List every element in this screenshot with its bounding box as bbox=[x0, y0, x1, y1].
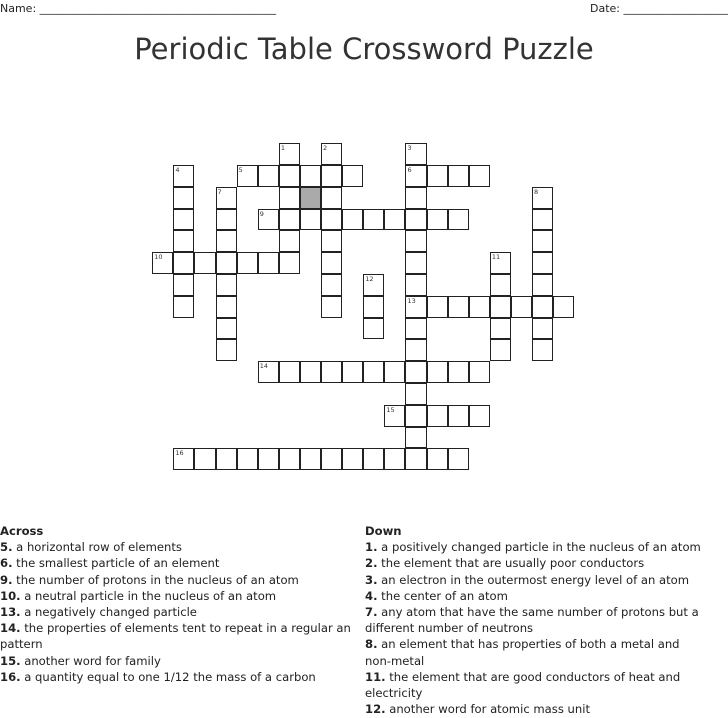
grid-cell[interactable] bbox=[321, 209, 342, 231]
clue-number: 1. bbox=[365, 540, 378, 555]
down-clues bbox=[365, 523, 705, 717]
grid-cell[interactable] bbox=[173, 165, 194, 187]
grid-cell[interactable] bbox=[511, 296, 532, 318]
clue-number: 15. bbox=[0, 653, 21, 668]
grid-cell[interactable] bbox=[342, 165, 363, 187]
grid-cell[interactable] bbox=[405, 187, 426, 209]
cell-number: 7 bbox=[217, 187, 222, 196]
grid-cell[interactable] bbox=[321, 187, 342, 209]
grid-cell[interactable] bbox=[532, 318, 553, 340]
grid-cell[interactable] bbox=[216, 274, 237, 296]
grid-cell[interactable] bbox=[490, 339, 511, 361]
cell-number: 5 bbox=[238, 166, 243, 175]
cell-number: 14 bbox=[259, 362, 269, 371]
grid-cell[interactable] bbox=[279, 187, 300, 209]
grid-cell[interactable] bbox=[279, 230, 300, 252]
across-clue bbox=[0, 604, 355, 620]
date-field[interactable]: Date: ___________________ bbox=[590, 2, 728, 15]
grid-cell[interactable] bbox=[300, 448, 321, 470]
cell-number: 15 bbox=[386, 405, 395, 414]
grid-cell[interactable] bbox=[405, 383, 426, 405]
clue-text: a quantity equal to one 1/12 the mass of a carbon bbox=[24, 669, 316, 684]
clue-text: the number of protons in the nucleus of an atom bbox=[16, 572, 299, 587]
grid-cell[interactable] bbox=[258, 448, 279, 470]
grid-cell[interactable] bbox=[237, 448, 258, 470]
grid-cell[interactable] bbox=[532, 274, 553, 296]
grid-cell[interactable] bbox=[321, 230, 342, 252]
down-clue bbox=[365, 572, 705, 588]
grid-cell[interactable] bbox=[173, 274, 194, 296]
clue-text: a neutral particle in the nucleus of an atom bbox=[24, 588, 277, 603]
grid-cell[interactable] bbox=[469, 361, 490, 383]
grid-cell[interactable] bbox=[321, 448, 342, 470]
clue-text: an electron in the outermost energy level of an atom bbox=[381, 572, 690, 587]
across-clue bbox=[0, 669, 355, 685]
clue-number: 4. bbox=[365, 588, 378, 603]
cell-number: 8 bbox=[534, 187, 539, 196]
grid-cell[interactable] bbox=[427, 361, 448, 383]
clue-text: an element that has properties of both a metal and non-metal bbox=[365, 637, 680, 668]
grid-cell[interactable] bbox=[405, 274, 426, 296]
grid-cell[interactable] bbox=[427, 165, 448, 187]
clue-number: 8. bbox=[365, 637, 378, 652]
clue-number: 14. bbox=[0, 621, 21, 636]
grid-cell[interactable] bbox=[532, 296, 553, 318]
grid-cell[interactable] bbox=[216, 209, 237, 231]
clue-text: another word for family bbox=[24, 653, 161, 668]
grid-cell[interactable] bbox=[405, 143, 426, 165]
grid-cell[interactable] bbox=[384, 405, 405, 427]
down-clue bbox=[365, 588, 705, 604]
across-heading: Across bbox=[0, 524, 44, 538]
clue-text: the properties of elements tent to repeat in a regular an pattern bbox=[0, 621, 351, 652]
grid-cell[interactable] bbox=[321, 361, 342, 383]
clue-number: 5. bbox=[0, 540, 13, 555]
grid-cell[interactable] bbox=[173, 187, 194, 209]
grid-cell[interactable] bbox=[405, 405, 426, 427]
across-clues bbox=[0, 523, 355, 685]
grid-cell[interactable] bbox=[448, 448, 469, 470]
grid-cell[interactable] bbox=[321, 165, 342, 187]
clue-text: the center of an atom bbox=[381, 588, 508, 603]
shaded-cell bbox=[300, 187, 321, 209]
grid-cell[interactable] bbox=[405, 165, 426, 187]
page-title: Periodic Table Crossword Puzzle bbox=[134, 32, 594, 66]
grid-cell[interactable] bbox=[532, 339, 553, 361]
grid-cell[interactable] bbox=[321, 274, 342, 296]
grid-cell[interactable] bbox=[300, 361, 321, 383]
grid-cell[interactable] bbox=[342, 361, 363, 383]
grid-cell[interactable] bbox=[427, 296, 448, 318]
clue-number: 7. bbox=[365, 605, 378, 620]
grid-cell[interactable] bbox=[363, 318, 384, 340]
down-clue bbox=[365, 539, 705, 555]
grid-cell[interactable] bbox=[427, 448, 448, 470]
grid-cell[interactable] bbox=[490, 274, 511, 296]
clue-text: another word for atomic mass unit bbox=[389, 702, 591, 717]
clue-text: the element that are good conductors of heat and electricity bbox=[365, 669, 681, 701]
grid-cell[interactable] bbox=[216, 296, 237, 318]
grid-cell[interactable] bbox=[532, 209, 553, 231]
grid-cell[interactable] bbox=[216, 252, 237, 274]
grid-cell[interactable] bbox=[173, 448, 194, 470]
cell-number: 16 bbox=[175, 449, 184, 458]
grid-cell[interactable] bbox=[490, 252, 511, 274]
grid-cell[interactable] bbox=[216, 448, 237, 470]
name-field[interactable]: Name: ___________________________________________ bbox=[0, 2, 277, 15]
grid-cell[interactable] bbox=[363, 361, 384, 383]
grid-cell[interactable] bbox=[405, 230, 426, 252]
grid-cell[interactable] bbox=[490, 296, 511, 318]
grid-cell[interactable] bbox=[173, 209, 194, 231]
grid-cell[interactable] bbox=[194, 448, 215, 470]
grid-cell[interactable] bbox=[363, 209, 384, 231]
grid-cell[interactable] bbox=[173, 230, 194, 252]
clue-text: any atom that have the same number of protons but a different number of neutrons bbox=[365, 605, 699, 636]
grid-cell[interactable] bbox=[405, 209, 426, 231]
clue-number: 9. bbox=[0, 572, 13, 587]
across-clue bbox=[0, 588, 355, 604]
grid-cell[interactable] bbox=[237, 252, 258, 274]
grid-cell[interactable] bbox=[469, 296, 490, 318]
grid-cell[interactable] bbox=[279, 143, 300, 165]
grid-cell[interactable] bbox=[405, 427, 426, 449]
grid-cell[interactable] bbox=[448, 296, 469, 318]
grid-cell[interactable] bbox=[405, 361, 426, 383]
grid-cell[interactable] bbox=[532, 252, 553, 274]
clue-number: 11. bbox=[365, 669, 386, 684]
cell-number: 10 bbox=[154, 253, 163, 262]
grid-cell[interactable] bbox=[405, 448, 426, 470]
grid-cell[interactable] bbox=[448, 209, 469, 231]
cell-number: 12 bbox=[365, 275, 374, 284]
grid-cell[interactable] bbox=[532, 187, 553, 209]
grid-cell[interactable] bbox=[363, 448, 384, 470]
grid-cell[interactable] bbox=[173, 252, 194, 274]
across-clue bbox=[0, 555, 355, 571]
grid-cell[interactable] bbox=[553, 296, 574, 318]
cell-number: 4 bbox=[175, 166, 180, 175]
grid-cell[interactable] bbox=[405, 339, 426, 361]
grid-cell[interactable] bbox=[194, 252, 215, 274]
clue-number: 16. bbox=[0, 669, 21, 684]
cell-number: 9 bbox=[259, 209, 264, 218]
clue-number: 13. bbox=[0, 605, 21, 620]
clue-text: a horizontal row of elements bbox=[16, 540, 182, 555]
clue-text: the smallest particle of an element bbox=[16, 556, 220, 571]
grid-cell[interactable] bbox=[216, 230, 237, 252]
across-clue bbox=[0, 539, 355, 555]
down-clue bbox=[365, 669, 705, 701]
down-clue bbox=[365, 604, 705, 636]
grid-cell[interactable] bbox=[237, 165, 258, 187]
grid-cell[interactable] bbox=[258, 165, 279, 187]
grid-cell[interactable] bbox=[384, 448, 405, 470]
clue-number: 10. bbox=[0, 588, 21, 603]
grid-cell[interactable] bbox=[321, 143, 342, 165]
grid-cell[interactable] bbox=[448, 361, 469, 383]
down-clue bbox=[365, 701, 705, 717]
grid-cell[interactable] bbox=[279, 448, 300, 470]
grid-cell[interactable] bbox=[405, 252, 426, 274]
grid-cell[interactable] bbox=[152, 252, 173, 274]
grid-cell[interactable] bbox=[448, 405, 469, 427]
grid-cell[interactable] bbox=[405, 296, 426, 318]
grid-cell[interactable] bbox=[342, 209, 363, 231]
grid-cell[interactable] bbox=[469, 405, 490, 427]
grid-cell[interactable] bbox=[258, 252, 279, 274]
grid-cell[interactable] bbox=[258, 361, 279, 383]
cell-number: 6 bbox=[407, 166, 412, 175]
grid-cell[interactable] bbox=[279, 165, 300, 187]
clue-text: the element that are usually poor conductors bbox=[381, 556, 645, 571]
grid-cell[interactable] bbox=[469, 165, 490, 187]
down-heading: Down bbox=[365, 524, 402, 538]
grid-cell[interactable] bbox=[405, 318, 426, 340]
grid-cell[interactable] bbox=[173, 296, 194, 318]
cell-number: 3 bbox=[407, 144, 412, 153]
cell-number: 13 bbox=[407, 296, 416, 305]
across-clue bbox=[0, 620, 355, 652]
grid-cell[interactable] bbox=[279, 209, 300, 231]
grid-cell[interactable] bbox=[342, 448, 363, 470]
cell-number: 2 bbox=[323, 144, 328, 153]
grid-cell[interactable] bbox=[427, 405, 448, 427]
grid-cell[interactable] bbox=[216, 318, 237, 340]
grid-cell[interactable] bbox=[216, 339, 237, 361]
clue-number: 2. bbox=[365, 556, 378, 571]
grid-cell[interactable] bbox=[321, 252, 342, 274]
grid-cell[interactable] bbox=[279, 361, 300, 383]
grid-cell[interactable] bbox=[384, 361, 405, 383]
across-clue bbox=[0, 653, 355, 669]
cell-number: 1 bbox=[280, 144, 285, 153]
grid-cell[interactable] bbox=[300, 165, 321, 187]
grid-cell[interactable] bbox=[216, 187, 237, 209]
grid-cell[interactable] bbox=[300, 209, 321, 231]
grid-cell[interactable] bbox=[384, 209, 405, 231]
grid-cell[interactable] bbox=[321, 296, 342, 318]
clue-number: 6. bbox=[0, 556, 13, 571]
clue-text: a positively changed particle in the nucleus of an atom bbox=[381, 540, 701, 555]
grid-cell[interactable] bbox=[448, 165, 469, 187]
grid-cell[interactable] bbox=[363, 274, 384, 296]
across-clue bbox=[0, 572, 355, 588]
clue-text: a negatively changed particle bbox=[24, 605, 197, 620]
down-clue bbox=[365, 636, 705, 668]
down-clue bbox=[365, 555, 705, 571]
grid-cell[interactable] bbox=[279, 252, 300, 274]
grid-cell[interactable] bbox=[490, 318, 511, 340]
cell-number: 11 bbox=[491, 253, 501, 262]
grid-cell[interactable] bbox=[258, 209, 279, 231]
grid-cell[interactable] bbox=[532, 230, 553, 252]
grid-cell[interactable] bbox=[363, 296, 384, 318]
grid-cell[interactable] bbox=[427, 209, 448, 231]
clue-number: 3. bbox=[365, 572, 378, 587]
clue-number: 12. bbox=[365, 702, 386, 717]
